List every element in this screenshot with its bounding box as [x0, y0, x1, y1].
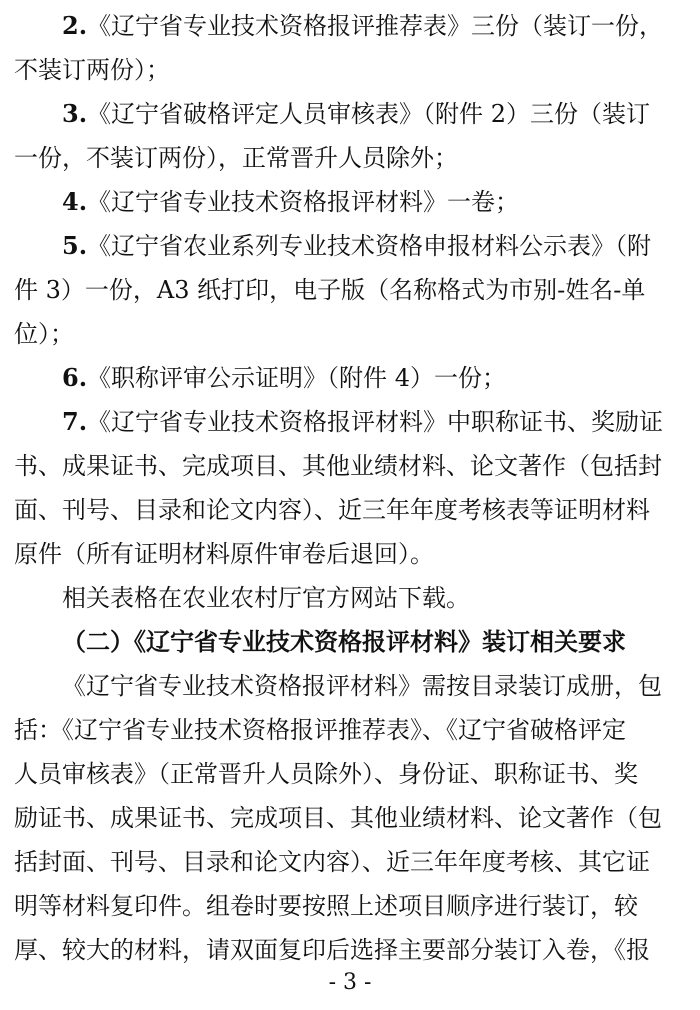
text-line: 括：《辽宁省专业技术资格报评推荐表》、《辽宁省破格评定 — [14, 716, 626, 744]
item-6-line-1 — [14, 358, 700, 398]
item-number: 7. — [62, 407, 88, 436]
text-line: 括封面、刊号、目录和论文内容）、近三年年度考核、其它证 — [14, 848, 650, 876]
text-line: 一份，不装订两份），正常晋升人员除外； — [14, 144, 458, 172]
section-heading — [14, 622, 700, 662]
para-line-5 — [14, 842, 674, 882]
text-line: 人员审核表》（正常晋升人员除外）、身份证、职称证书、奖 — [14, 760, 638, 788]
text-line: 明等材料复印件。组卷时要按照上述项目顺序进行装订，较 — [14, 892, 638, 920]
item-number: 6. — [62, 363, 88, 392]
item-number: 4. — [62, 187, 88, 216]
para-line-7 — [14, 930, 674, 964]
para-line-2 — [14, 710, 674, 750]
text-line: 面、刊号、目录和论文内容）、近三年年度考核表等证明材料 — [14, 496, 650, 524]
item-4-line-1 — [14, 182, 700, 222]
para-line-1 — [14, 666, 700, 706]
download-note — [14, 578, 700, 618]
para-line-3 — [14, 754, 674, 794]
text-line: 《辽宁省农业系列专业技术资格申报材料公示表》（附 — [87, 232, 652, 260]
item-3-line-2 — [14, 138, 674, 178]
text-line: 《辽宁省破格评定人员审核表》（附件 2）三份（装订 — [87, 100, 650, 128]
text-line: 《辽宁省专业技术资格报评材料》需按目录装订成册，包 — [62, 672, 662, 700]
page-number: - 3 - — [328, 970, 372, 995]
text-line: 厚、较大的材料，请双面复印后选择主要部分装订入卷，《报 — [14, 936, 650, 964]
item-2-line-1 — [14, 6, 700, 46]
text-line: 相关表格在农业农村厅官方网站下载。 — [62, 584, 470, 612]
text-line: 《辽宁省专业技术资格报评推荐表》三份（装订一份， — [87, 12, 664, 40]
item-7-line-2 — [14, 446, 674, 486]
para-line-6 — [14, 886, 674, 926]
item-3-line-1 — [14, 94, 700, 134]
item-number: 2. — [62, 11, 88, 40]
text-line: 《职称评审公示证明》（附件 4）一份； — [87, 364, 506, 392]
para-line-4 — [14, 798, 674, 838]
text-line: 《辽宁省专业技术资格报评材料》中职称证书、奖励证 — [87, 408, 664, 436]
text-line: 书、成果证书、完成项目、其他业绩材料、论文著作（包括封 — [14, 452, 662, 480]
item-number: 3. — [62, 99, 88, 128]
item-7-line-4 — [14, 534, 674, 574]
text-line: 位）； — [14, 320, 74, 348]
item-2-line-2 — [14, 50, 674, 90]
item-5-line-1 — [14, 226, 700, 266]
item-5-line-2 — [14, 270, 674, 310]
heading-text: （二）《辽宁省专业技术资格报评材料》装订相关要求 — [62, 627, 626, 656]
text-line: 件 3）一份，A3 纸打印，电子版（名称格式为市别-姓名-单 — [14, 276, 646, 304]
text-line: 励证书、成果证书、完成项目、其他业绩材料、论文著作（包 — [14, 804, 662, 832]
item-7-line-3 — [14, 490, 674, 530]
text-line: 原件（所有证明材料原件审卷后退回）。 — [14, 540, 434, 568]
text-line: 不装订两份）； — [14, 56, 170, 84]
item-7-line-1 — [14, 402, 700, 442]
text-line: 《辽宁省专业技术资格报评材料》一卷； — [87, 188, 520, 216]
item-5-line-3 — [14, 314, 674, 354]
item-number: 5. — [62, 231, 88, 260]
